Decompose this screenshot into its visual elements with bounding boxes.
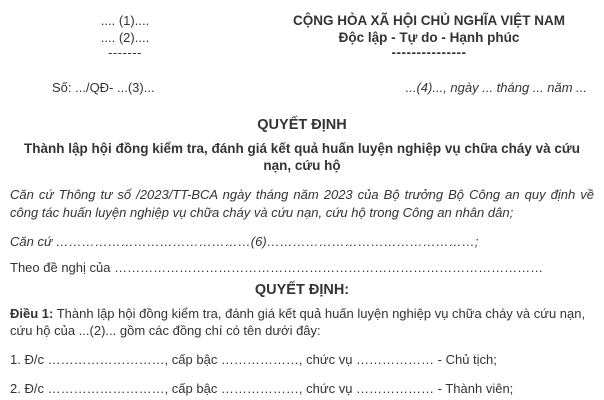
document-subject: Thành lập hội đồng kiểm tra, đánh giá kết quả huấn luyện nghiệp vụ chữa cháy và cứu nạn, cứu hộ — [24, 141, 580, 173]
proposal-line: Theo đề nghị của ……………………………………………………………………………………… — [10, 260, 544, 275]
decision-heading: QUYẾT ĐỊNH: — [254, 282, 350, 298]
document-title: QUYẾT ĐỊNH — [257, 117, 347, 133]
other-basis-line: Căn cứ ………………………………………(6)…………………………………………; — [10, 234, 479, 249]
article-1-label: Điều 1: — [10, 306, 54, 321]
place-date-line: ...(4)..., ngày ... tháng ... năm ... — [405, 80, 587, 95]
article-1-text: Thành lập hội đồng kiểm tra, đánh giá kết quả huấn luyện nghiệp vụ chữa cháy và cứu nạn, cứu hộ của ...(2)... gồm các đồng chí có tên dưới đây: — [10, 306, 586, 338]
document-header — [0, 12, 604, 60]
article-1-paragraph — [0, 305, 604, 339]
national-title: CỘNG HÒA XÃ HỘI CHỦ NGHĨA VIỆT NAM — [292, 13, 565, 28]
issuing-authority-block — [10, 12, 240, 60]
authority-placeholder-2: .... (2).... — [100, 30, 150, 45]
legal-basis-paragraph: Căn cứ Thông tư số /2023/TT-BCA ngày tháng năm 2023 của Bộ trưởng Bộ Công an quy định về công tác huấn luyện nghiệp vụ chữa cháy và cứu nạn, cứu hộ trong Công an nhân dân; — [10, 187, 594, 220]
national-header-block — [264, 12, 594, 60]
national-motto: Độc lập - Tự do - Hạnh phúc — [338, 30, 520, 45]
authority-placeholder-1: .... (1).... — [100, 13, 150, 28]
motto-separator: --------------- — [391, 45, 467, 60]
member-line-chairman: 1. Đ/c ………………………, cấp bậc ………………, chức vụ ……………… - Chủ tịch; — [10, 352, 497, 367]
document-meta-row — [0, 79, 604, 96]
member-line-member: 2. Đ/c ………………………, cấp bậc ………………, chức vụ ……………… - Thành viên; — [10, 381, 514, 396]
authority-separator: ------- — [108, 45, 142, 60]
document-number: Số: .../QĐ- ...(3)... — [52, 80, 155, 95]
